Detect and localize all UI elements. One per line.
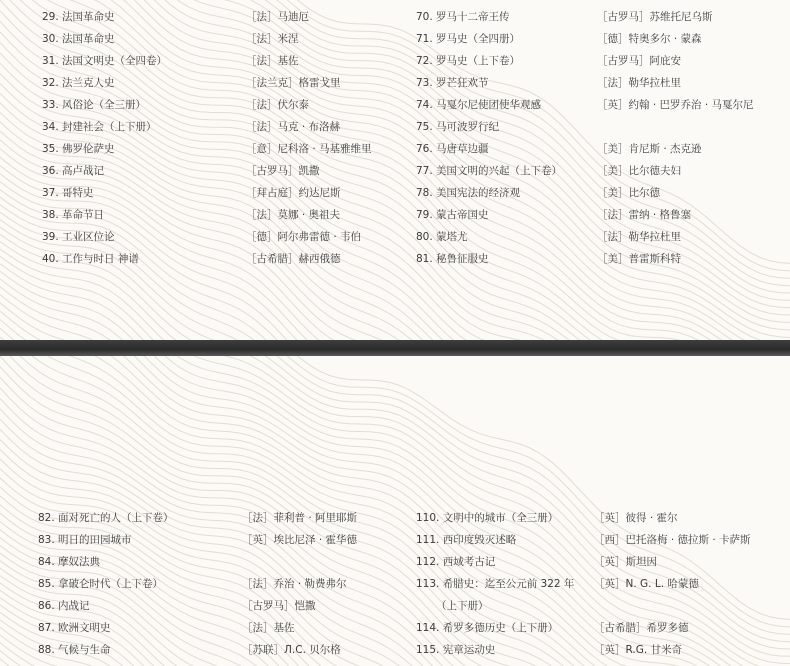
- book-title: 79. 蒙古帝国史: [416, 209, 489, 221]
- book-title: 32. 法兰克人史: [42, 77, 115, 89]
- book-author: ［德］阿尔弗雷德 · 韦伯: [246, 231, 362, 243]
- book-author: ［古罗马］阿庇安: [597, 55, 681, 67]
- book-author: ［古希腊］希罗多德: [594, 622, 689, 634]
- book-title: 38. 革命节日: [42, 209, 105, 221]
- book-title: 36. 高卢战记: [42, 165, 105, 177]
- book-author: ［古罗马］凯撒: [246, 165, 320, 177]
- book-row: [0, 573, 790, 595]
- book-author: ［美］比尔德: [597, 187, 660, 199]
- book-author: ［法］菲利普 · 阿里耶斯: [242, 512, 358, 524]
- book-author: ［英］埃比尼泽 · 霍华德: [242, 534, 358, 546]
- book-row: [0, 507, 790, 529]
- book-title: 80. 蒙塔尤: [416, 231, 468, 243]
- book-title: 86. 内战记: [38, 600, 90, 612]
- book-title: 74. 马戛尔尼使团使华观感: [416, 99, 542, 111]
- book-row: [0, 138, 790, 160]
- wave-line: [0, 287, 790, 340]
- book-title: 113. 希腊史：迄至公元前 322 年: [416, 578, 575, 590]
- book-row: [0, 551, 790, 573]
- book-author: ［美］普雷斯科特: [597, 253, 681, 265]
- book-author: ［法］基佐: [246, 55, 299, 67]
- book-author: ［西］巴托洛梅 · 德拉斯 · 卡萨斯: [594, 534, 751, 546]
- book-title: 76. 马唐草边疆: [416, 143, 489, 155]
- book-title: 78. 美国宪法的经济观: [416, 187, 521, 199]
- book-row: [0, 182, 790, 204]
- book-author: ［英］约翰 · 巴罗乔治 · 马戛尔尼: [597, 99, 754, 111]
- book-author: ［苏联］Л.С. 贝尔格: [242, 644, 341, 656]
- wave-line: [0, 311, 790, 340]
- book-title: 110. 文明中的城市（全三册）: [416, 512, 559, 524]
- book-title: 83. 明日的田园城市: [38, 534, 132, 546]
- book-title: 72. 罗马史（上下卷）: [416, 55, 521, 67]
- book-title: 31. 法国文明史（全四卷）: [42, 55, 168, 67]
- book-title: 37. 哥特史: [42, 187, 94, 199]
- book-row: [0, 204, 790, 226]
- book-row: [0, 94, 790, 116]
- book-row: [0, 226, 790, 248]
- book-title: 34. 封建社会（上下册）: [42, 121, 157, 133]
- book-title: 82. 面对死亡的人（上下卷）: [38, 512, 174, 524]
- book-title: 39. 工业区位论: [42, 231, 115, 243]
- book-author: ［法］基佐: [242, 622, 295, 634]
- book-author: ［法］伏尔泰: [246, 99, 309, 111]
- book-row: [0, 50, 790, 72]
- book-row: [0, 6, 790, 28]
- book-row: [0, 160, 790, 182]
- book-list-page-bottom: [0, 356, 790, 666]
- book-author: ［英］斯坦因: [594, 556, 657, 568]
- book-author: ［英］N. G. L. 哈蒙德: [594, 578, 699, 590]
- book-row: [0, 639, 790, 661]
- book-row: [0, 595, 790, 617]
- book-author: ［法兰克］格雷戈里: [246, 77, 341, 89]
- book-row: [0, 529, 790, 551]
- book-title: 87. 欧洲文明史: [38, 622, 111, 634]
- book-title: 71. 罗马史（全四册）: [416, 33, 521, 45]
- book-author: ［法］勒华拉杜里: [597, 77, 681, 89]
- book-title: 73. 罗芒狂欢节: [416, 77, 489, 89]
- book-author: ［美］比尔德夫妇: [597, 165, 681, 177]
- book-author: ［英］彼得 · 霍尔: [594, 512, 678, 524]
- book-title: 114. 希罗多德历史（上下册）: [416, 622, 559, 634]
- book-title: 85. 拿破仑时代（上下卷）: [38, 578, 164, 590]
- book-title: 35. 佛罗伦萨史: [42, 143, 115, 155]
- book-title: 77. 美国文明的兴起（上下卷）: [416, 165, 563, 177]
- book-author: ［德］特奥多尔 · 蒙森: [597, 33, 702, 45]
- book-author: ［古罗马］恺撒: [242, 600, 316, 612]
- book-title: 75. 马可波罗行纪: [416, 121, 500, 133]
- book-author: ［法］乔治 · 勒费弗尔: [242, 578, 347, 590]
- book-title: 30. 法国革命史: [42, 33, 115, 45]
- book-author: ［法］莫娜 · 奥祖夫: [246, 209, 341, 221]
- book-title: 115. 宪章运动史: [416, 644, 496, 656]
- book-title: 111. 西印度毁灭述略: [416, 534, 517, 546]
- page-separator: [0, 340, 790, 356]
- book-title: 84. 摩奴法典: [38, 556, 101, 568]
- book-row: [0, 116, 790, 138]
- book-title: 40. 工作与时日 神谱: [42, 253, 139, 265]
- book-author: ［拜占庭］约达尼斯: [246, 187, 341, 199]
- book-title: 33. 风俗论（全三册）: [42, 99, 147, 111]
- book-author: ［英］R.G. 甘米奇: [594, 644, 683, 656]
- book-row: [0, 248, 790, 270]
- book-title-continuation: （上下册）: [436, 600, 489, 612]
- book-author: ［美］肯尼斯 · 杰克逊: [597, 143, 702, 155]
- book-author: ［古希腊］赫西俄德: [246, 253, 341, 265]
- book-author: ［意］尼科洛 · 马基雅维里: [246, 143, 372, 155]
- book-author: ［古罗马］苏维托尼乌斯: [597, 11, 713, 23]
- wave-line: [0, 271, 790, 340]
- book-author: ［法］雷纳 · 格鲁塞: [597, 209, 692, 221]
- book-row: [0, 617, 790, 639]
- book-author: ［法］勒华拉杜里: [597, 231, 681, 243]
- book-title: 70. 罗马十二帝王传: [416, 11, 510, 23]
- book-title: 81. 秘鲁征服史: [416, 253, 489, 265]
- book-author: ［法］马克 · 布洛赫: [246, 121, 341, 133]
- book-title: 29. 法国革命史: [42, 11, 115, 23]
- book-title: 88. 气候与生命: [38, 644, 111, 656]
- book-author: ［法］马迪厄: [246, 11, 309, 23]
- book-row: [0, 72, 790, 94]
- book-row: [0, 28, 790, 50]
- book-title: 112. 西域考古记: [416, 556, 496, 568]
- book-author: ［法］米涅: [246, 33, 299, 45]
